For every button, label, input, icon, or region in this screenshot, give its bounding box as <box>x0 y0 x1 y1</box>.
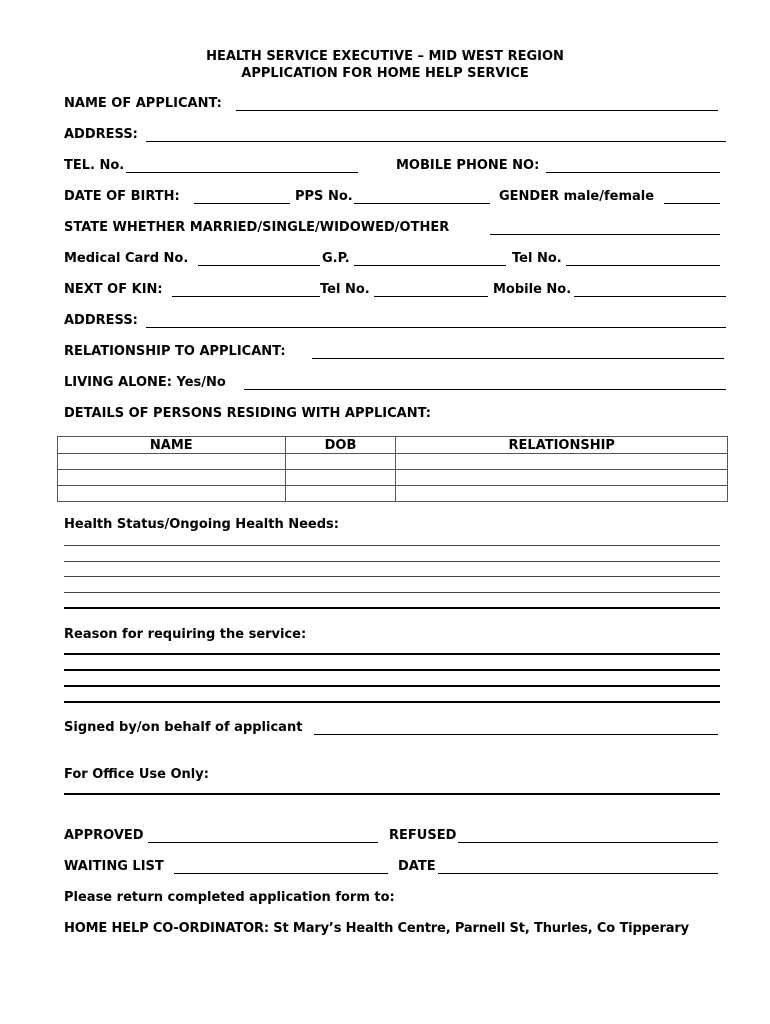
date-label: DATE <box>398 859 436 874</box>
name-of-applicant-row <box>64 96 720 112</box>
date-of-birth-field[interactable] <box>194 203 290 204</box>
table-row <box>58 486 728 502</box>
phone-row <box>64 158 724 174</box>
health-status-heading: Health Status/Ongoing Health Needs: <box>64 517 339 532</box>
column-header-name: NAME <box>58 437 286 454</box>
table-cell-relationship[interactable] <box>396 470 728 486</box>
health-status-line-3[interactable] <box>64 576 720 577</box>
table-cell-name[interactable] <box>58 486 286 502</box>
health-status-line-4[interactable] <box>64 592 720 593</box>
gp-field[interactable] <box>354 265 506 266</box>
address-label: ADDRESS: <box>64 127 138 142</box>
kin-tel-label: Tel No. <box>320 282 370 297</box>
next-of-kin-label: NEXT OF KIN: <box>64 282 163 297</box>
relationship-row <box>64 344 726 360</box>
table-cell-relationship[interactable] <box>396 486 728 502</box>
return-note: Please return completed application form to: <box>64 890 395 905</box>
kin-address-row <box>64 313 726 329</box>
signature-field[interactable] <box>314 734 718 735</box>
marital-status-label: STATE WHETHER MARRIED/SINGLE/WIDOWED/OTHER <box>64 220 450 235</box>
health-status-line-1[interactable] <box>64 545 720 546</box>
coordinator-address: HOME HELP CO-ORDINATOR: St Mary’s Health Centre, Parnell St, Thurles, Co Tipperary <box>64 921 689 936</box>
relationship-label: RELATIONSHIP TO APPLICANT: <box>64 344 286 359</box>
waiting-list-field[interactable] <box>174 873 388 874</box>
gp-tel-label: Tel No. <box>512 251 562 266</box>
next-of-kin-field[interactable] <box>172 296 320 297</box>
gp-tel-field[interactable] <box>566 265 720 266</box>
approved-refused-row <box>64 828 720 844</box>
marital-status-row <box>64 220 724 236</box>
living-alone-field[interactable] <box>244 389 726 390</box>
kin-mobile-label: Mobile No. <box>493 282 572 297</box>
form-title-line2: APPLICATION FOR HOME HELP SERVICE <box>241 66 529 81</box>
next-of-kin-row <box>64 282 728 298</box>
reason-line-4[interactable] <box>64 701 720 703</box>
medical-card-label: Medical Card No. <box>64 251 189 266</box>
mobile-phone-label: MOBILE PHONE NO: <box>396 158 540 173</box>
gender-field[interactable] <box>664 203 720 204</box>
living-alone-row <box>64 375 728 391</box>
marital-status-field[interactable] <box>490 234 720 235</box>
reason-line-3[interactable] <box>64 685 720 687</box>
waiting-list-label: WAITING LIST <box>64 859 164 874</box>
residents-table <box>57 436 728 502</box>
table-cell-relationship[interactable] <box>396 454 728 470</box>
gp-label: G.P. <box>322 251 350 266</box>
medical-card-field[interactable] <box>198 265 320 266</box>
waiting-list-date-row <box>64 859 720 875</box>
kin-address-field[interactable] <box>146 327 726 328</box>
living-alone-label: LIVING ALONE: Yes/No <box>64 375 226 390</box>
residents-table-header <box>58 437 728 454</box>
approved-field[interactable] <box>148 842 378 843</box>
kin-address-label: ADDRESS: <box>64 313 138 328</box>
table-cell-name[interactable] <box>58 454 286 470</box>
approved-label: APPROVED <box>64 828 144 843</box>
name-of-applicant-field[interactable] <box>236 110 718 111</box>
date-of-birth-label: DATE OF BIRTH: <box>64 189 180 204</box>
column-header-dob: DOB <box>285 437 396 454</box>
table-cell-dob[interactable] <box>285 454 396 470</box>
reason-heading: Reason for requiring the service: <box>64 627 307 642</box>
pps-no-label: PPS No. <box>295 189 353 204</box>
signed-by-label: Signed by/on behalf of applicant <box>64 720 303 735</box>
table-cell-name[interactable] <box>58 470 286 486</box>
column-header-relationship: RELATIONSHIP <box>396 437 728 454</box>
table-row <box>58 470 728 486</box>
reason-line-1[interactable] <box>64 653 720 655</box>
details-of-persons-heading: DETAILS OF PERSONS RESIDING WITH APPLICANT: <box>64 406 431 421</box>
date-field[interactable] <box>438 873 718 874</box>
kin-mobile-field[interactable] <box>574 296 726 297</box>
tel-no-label: TEL. No. <box>64 158 125 173</box>
health-status-line-2[interactable] <box>64 561 720 562</box>
pps-no-field[interactable] <box>354 203 490 204</box>
refused-field[interactable] <box>458 842 718 843</box>
reason-line-2[interactable] <box>64 669 720 671</box>
table-cell-dob[interactable] <box>285 486 396 502</box>
name-of-applicant-label: NAME OF APPLICANT: <box>64 96 222 111</box>
dob-pps-gender-row <box>64 189 724 205</box>
table-row <box>58 454 728 470</box>
health-status-line-5[interactable] <box>64 607 720 609</box>
tel-no-field[interactable] <box>126 172 358 173</box>
gender-label: GENDER male/female <box>499 189 655 204</box>
kin-tel-field[interactable] <box>374 296 488 297</box>
office-use-line[interactable] <box>64 793 720 795</box>
office-use-heading: For Office Use Only: <box>64 767 209 782</box>
table-cell-dob[interactable] <box>285 470 396 486</box>
address-row <box>64 127 726 143</box>
medical-gp-row <box>64 251 724 267</box>
form-title-line1: HEALTH SERVICE EXECUTIVE – MID WEST REGION <box>206 49 564 64</box>
refused-label: REFUSED <box>389 828 457 843</box>
signed-by-row <box>64 720 720 736</box>
relationship-field[interactable] <box>312 358 724 359</box>
mobile-phone-field[interactable] <box>546 172 720 173</box>
address-field[interactable] <box>146 141 726 142</box>
